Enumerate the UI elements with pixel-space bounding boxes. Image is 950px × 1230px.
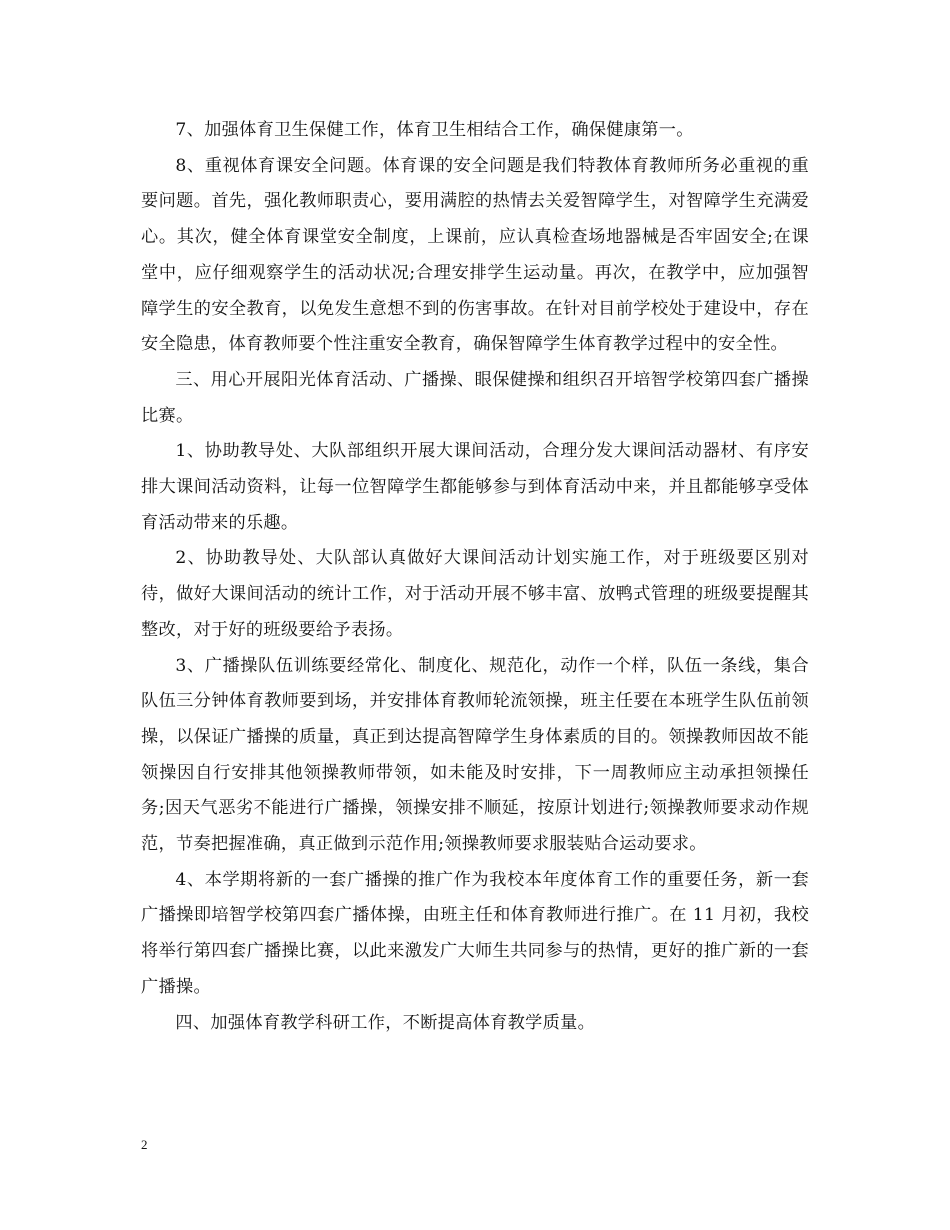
paragraph-item-7: 7、加强体育卫生保健工作，体育卫生相结合工作，确保健康第一。 (175, 120, 694, 140)
paragraph-item-8-safety: 8、重视体育课安全问题。体育课的安全问题是我们特教体育教师所务必重视的重要问题。首先，强化教师职责心，要用满腔的热情去关爱智障学生，对智障学生充满爱心。其次，健全体育课堂安全制度，上课前，应认真检查场地器械是否牢固安全;在课堂中，应仔细观察学生的活动状况;合理安排学生运动量。再次，在教学中，应加强智障学生的安全教育，以免发生意想不到的伤害事故。在针对目前学校处于建设中，存在安全隐患，体育教师要个性注重安全教育，确保智障学生体育教学过程中的安全性。 (141, 155, 809, 355)
paragraph-item-3: 3、广播操队伍训练要经常化、制度化、规范化，动作一个样，队伍一条线，集合队伍三分钟体育教师要到场，并安排体育教师轮流领操，班主任要在本班学生队伍前领操，以保证广播操的质量，真正到达提高智障学生身体素质的目的。领操教师因故不能领操因自行安排其他领操教师带领，如未能及时安排，下一周教师应主动承担领操任务;因天气恶劣不能进行广播操，领操安排不顺延，按原计划进行;领操教师要求动作规范，节奏把握准确，真正做到示范作用;领操教师要求服装贴合运动要求。 (141, 655, 809, 855)
section-heading-three: 三、用心开展阳光体育活动、广播操、眼保健操和组织召开培智学校第四套广播操比赛。 (141, 369, 809, 426)
page-number: 2 (141, 1137, 148, 1152)
paragraph-item-1: 1、协助教导处、大队部组织开展大课间活动，合理分发大课间活动器材、有序安排大课间活动资料，让每一位智障学生都能够参与到体育活动中来，并且都能够享受体育活动带来的乐趣。 (141, 441, 809, 533)
paragraph-item-4: 4、本学期将新的一套广播操的推广作为我校本年度体育工作的重要任务，新一套广播操即培智学校第四套广播体操，由班主任和体育教师进行推广。在 11 月初，我校将举行第四套广播操比赛，以此来激发广大师生共同参与的热情，更好的推广新的一套广播操。 (141, 869, 809, 997)
paragraph-item-2: 2、协助教导处、大队部认真做好大课间活动计划实施工作，对于班级要区别对待，做好大课间活动的统计工作，对于活动开展不够丰富、放鸭式管理的班级要提醒其整改，对于好的班级要给予表扬。 (141, 548, 809, 640)
section-heading-four: 四、加强体育教学科研工作，不断提高体育教学质量。 (175, 1012, 596, 1033)
document-body (141, 113, 809, 1041)
